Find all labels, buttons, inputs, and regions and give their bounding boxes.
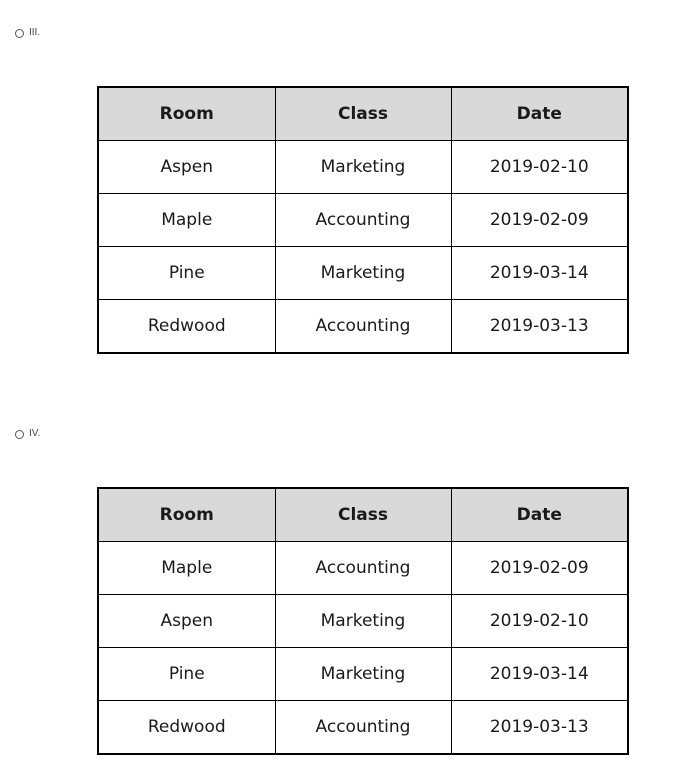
cell-class: Marketing xyxy=(275,247,451,300)
cell-room: Redwood xyxy=(98,300,275,354)
column-header-date: Date xyxy=(451,488,628,542)
option-iii-table xyxy=(97,86,629,354)
cell-class: Marketing xyxy=(275,141,451,194)
option-iv[interactable] xyxy=(15,429,40,439)
cell-room: Pine xyxy=(98,247,275,300)
column-header-room: Room xyxy=(98,87,275,141)
table-header-row xyxy=(98,488,628,542)
cell-date: 2019-02-10 xyxy=(451,141,628,194)
cell-date: 2019-03-13 xyxy=(451,300,628,354)
cell-class: Accounting xyxy=(275,542,451,595)
cell-class: Accounting xyxy=(275,194,451,247)
cell-room: Maple xyxy=(98,542,275,595)
cell-room: Maple xyxy=(98,194,275,247)
cell-room: Pine xyxy=(98,648,275,701)
option-iii-label: III. xyxy=(29,27,41,38)
table-row xyxy=(98,300,628,354)
cell-room: Redwood xyxy=(98,701,275,755)
cell-date: 2019-03-14 xyxy=(451,648,628,701)
column-header-class: Class xyxy=(275,87,451,141)
option-iv-table xyxy=(97,487,629,755)
table-header-row xyxy=(98,87,628,141)
table-row xyxy=(98,701,628,755)
option-iv-label: IV. xyxy=(29,428,41,439)
option-iii[interactable] xyxy=(15,28,40,38)
option-iv-radio[interactable] xyxy=(15,430,24,439)
cell-class: Accounting xyxy=(275,701,451,755)
table-row xyxy=(98,247,628,300)
cell-date: 2019-03-14 xyxy=(451,247,628,300)
table-row xyxy=(98,141,628,194)
cell-room: Aspen xyxy=(98,595,275,648)
table-row xyxy=(98,595,628,648)
cell-class: Accounting xyxy=(275,300,451,354)
column-header-class: Class xyxy=(275,488,451,542)
option-iii-radio[interactable] xyxy=(15,29,24,38)
cell-class: Marketing xyxy=(275,595,451,648)
cell-room: Aspen xyxy=(98,141,275,194)
table-row xyxy=(98,648,628,701)
cell-class: Marketing xyxy=(275,648,451,701)
cell-date: 2019-02-10 xyxy=(451,595,628,648)
cell-date: 2019-03-13 xyxy=(451,701,628,755)
table-row xyxy=(98,194,628,247)
column-header-date: Date xyxy=(451,87,628,141)
cell-date: 2019-02-09 xyxy=(451,542,628,595)
cell-date: 2019-02-09 xyxy=(451,194,628,247)
column-header-room: Room xyxy=(98,488,275,542)
table-row xyxy=(98,542,628,595)
